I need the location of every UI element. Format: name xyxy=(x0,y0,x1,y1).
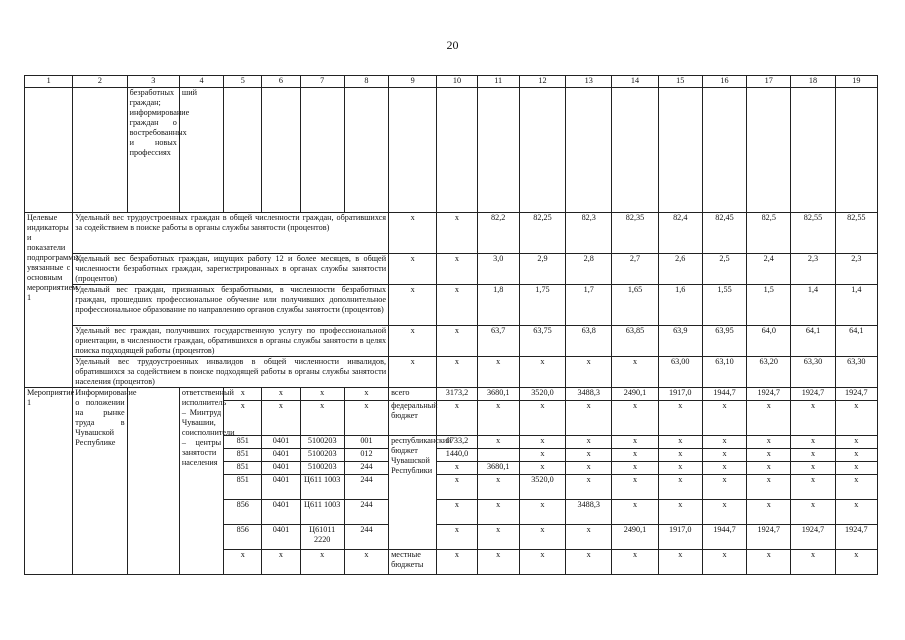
activity-value: x xyxy=(835,475,877,500)
column-number: 2 xyxy=(73,76,127,88)
activity-value: x xyxy=(566,449,612,462)
indicator-value: 82,3 xyxy=(566,213,612,254)
budget-code: 0401 xyxy=(262,449,300,462)
activity-value: x xyxy=(702,475,746,500)
funding-source: местные бюджеты xyxy=(389,550,437,575)
indicator-value: 82,55 xyxy=(835,213,877,254)
activity-value: x xyxy=(702,401,746,436)
column-number: 19 xyxy=(835,76,877,88)
indicator-text: Удельный вес безработных граждан, ищущих работу 12 и более месяцев, в общей численности безработных граждан, зарегистрированных в органах службы занятости (процентов) xyxy=(73,254,389,285)
activity-value: 1924,7 xyxy=(747,388,791,401)
budget-code: 5100203 xyxy=(300,436,344,449)
indicator-value: 63,8 xyxy=(566,326,612,357)
indicator-value: 63,00 xyxy=(658,357,702,388)
indicator-value: 1,5 xyxy=(747,285,791,326)
activity-text: безработных граждан; информирование граждан о востребованных и новых профессиях xyxy=(127,88,179,213)
indicator-value: 2,8 xyxy=(566,254,612,285)
indicator-row xyxy=(25,254,878,285)
table-cell xyxy=(224,88,262,213)
activity-value: x xyxy=(702,436,746,449)
activity-value: x xyxy=(658,449,702,462)
activity-value: x xyxy=(747,436,791,449)
column-number: 7 xyxy=(300,76,344,88)
indicator-value: 2,6 xyxy=(658,254,702,285)
activity-value: x xyxy=(835,500,877,525)
activity-value: x xyxy=(437,401,477,436)
activity-value: x xyxy=(519,401,565,436)
indicator-value: x xyxy=(437,285,477,326)
indicator-value: 63,7 xyxy=(477,326,519,357)
indicators-label: Целевые индикаторы и показатели подпрограммы, увязанные с основным мероприятием 1 xyxy=(25,213,73,388)
funding-source: республиканский бюджет Чувашской Республики xyxy=(389,436,437,550)
activity-value: x xyxy=(747,475,791,500)
table-cell xyxy=(25,88,73,213)
indicator-row xyxy=(25,213,878,254)
activity-value: 1924,7 xyxy=(791,525,835,550)
table-cell xyxy=(262,88,300,213)
indicator-value: 1,6 xyxy=(658,285,702,326)
activity-value: x xyxy=(519,462,565,475)
activity-value: x xyxy=(658,436,702,449)
activity-value: x xyxy=(658,500,702,525)
activity-value: x xyxy=(747,550,791,575)
activity-value: x xyxy=(658,462,702,475)
activity-value: x xyxy=(477,525,519,550)
indicator-value: 1,55 xyxy=(702,285,746,326)
activity-row xyxy=(25,388,878,401)
budget-code: x xyxy=(262,401,300,436)
budget-code: x xyxy=(262,388,300,401)
activity-value: x xyxy=(747,449,791,462)
activity-executor: ответственный исполнитель – Минтруд Чувашии, соисполнители – центры занятости населения xyxy=(179,388,223,575)
activity-value: x xyxy=(612,401,658,436)
activity-value: x xyxy=(612,449,658,462)
indicator-value: x xyxy=(389,254,437,285)
table-cell xyxy=(702,88,746,213)
page-number: 20 xyxy=(446,38,459,52)
activity-value: x xyxy=(791,449,835,462)
budget-code: 0401 xyxy=(262,525,300,550)
activity-value: x xyxy=(519,550,565,575)
indicator-value: 2,9 xyxy=(519,254,565,285)
column-number: 11 xyxy=(477,76,519,88)
budget-code: 244 xyxy=(344,462,388,475)
indicator-value: 1,75 xyxy=(519,285,565,326)
indicator-text: Удельный вес граждан, получивших государственную услугу по профессиональной ориентации, в численности граждан, обратившихся в органы службы занятости в целях поиска подходящей работы (процентов) xyxy=(73,326,389,357)
activity-value: x xyxy=(791,475,835,500)
activity-value: x xyxy=(566,462,612,475)
activity-value: 3488,3 xyxy=(566,388,612,401)
activity-value: x xyxy=(791,401,835,436)
indicator-value: 64,1 xyxy=(791,326,835,357)
activity-value: x xyxy=(519,525,565,550)
activity-value: x xyxy=(747,462,791,475)
column-number: 10 xyxy=(437,76,477,88)
budget-code: 001 xyxy=(344,436,388,449)
activity-value: x xyxy=(835,401,877,436)
indicator-value: 64,0 xyxy=(747,326,791,357)
table-cell xyxy=(566,88,612,213)
budget-code: x xyxy=(224,550,262,575)
budget-code: 244 xyxy=(344,525,388,550)
indicator-value: x xyxy=(437,357,477,388)
indicator-value: 63,30 xyxy=(791,357,835,388)
budget-code: x xyxy=(300,388,344,401)
activity-value: x xyxy=(612,475,658,500)
table-cell xyxy=(127,388,179,575)
continuation-row xyxy=(25,88,878,213)
indicator-value: 2,7 xyxy=(612,254,658,285)
header-row xyxy=(25,76,878,88)
activity-value: x xyxy=(477,436,519,449)
activity-value: x xyxy=(519,449,565,462)
activity-name: Информирование о положении на рынке труда в Чувашской Республике xyxy=(73,388,127,575)
budget-code: Ц61011 2220 xyxy=(300,525,344,550)
indicator-text: Удельный вес трудоустроенных инвалидов в общей численности инвалидов, обратившихся за содействием в поиске подходящей работы в органы службы занятости населения (процентов) xyxy=(73,357,389,388)
indicator-value: x xyxy=(389,326,437,357)
indicator-text: Удельный вес граждан, признанных безработными, в численности безработных граждан, прошедших профессиональное обучение или получивших дополнительное профессиональное образование по направлению органов службы занятости (процентов) xyxy=(73,285,389,326)
activity-value: 1924,7 xyxy=(791,388,835,401)
activity-value: x xyxy=(658,550,702,575)
indicator-value: x xyxy=(519,357,565,388)
activity-value: 1917,0 xyxy=(658,388,702,401)
budget-code: 856 xyxy=(224,525,262,550)
indicator-value: 64,1 xyxy=(835,326,877,357)
activity-value: x xyxy=(835,462,877,475)
activity-value: x xyxy=(477,475,519,500)
table-cell xyxy=(300,88,344,213)
indicator-value: 63,10 xyxy=(702,357,746,388)
activity-value: x xyxy=(612,500,658,525)
activity-value: x xyxy=(747,401,791,436)
activity-value: x xyxy=(437,500,477,525)
activity-value: x xyxy=(747,500,791,525)
column-number: 4 xyxy=(179,76,223,88)
activity-value: x xyxy=(566,475,612,500)
indicator-value: 63,85 xyxy=(612,326,658,357)
indicator-value: x xyxy=(437,254,477,285)
budget-code: x xyxy=(300,550,344,575)
column-number: 18 xyxy=(791,76,835,88)
indicator-value: 2,4 xyxy=(747,254,791,285)
budget-code: x xyxy=(344,550,388,575)
budget-code: x xyxy=(262,550,300,575)
budget-code: Ц611 1003 xyxy=(300,500,344,525)
activity-value: x xyxy=(835,550,877,575)
activity-value xyxy=(477,449,519,462)
column-number: 17 xyxy=(747,76,791,88)
indicator-value: x xyxy=(437,213,477,254)
activity-value: 1733,2 xyxy=(437,436,477,449)
indicator-value: 63,20 xyxy=(747,357,791,388)
table-cell xyxy=(477,88,519,213)
activity-value: x xyxy=(791,550,835,575)
column-number: 12 xyxy=(519,76,565,88)
indicator-value: 63,75 xyxy=(519,326,565,357)
indicator-value: x xyxy=(566,357,612,388)
indicator-value: 82,45 xyxy=(702,213,746,254)
budget-code: 851 xyxy=(224,475,262,500)
column-number: 9 xyxy=(389,76,437,88)
column-number: 3 xyxy=(127,76,179,88)
activity-value: 3520,0 xyxy=(519,475,565,500)
table-cell xyxy=(747,88,791,213)
column-number: 5 xyxy=(224,76,262,88)
indicator-value: x xyxy=(477,357,519,388)
activity-value: x xyxy=(437,550,477,575)
activity-value: x xyxy=(437,525,477,550)
activity-value: x xyxy=(791,500,835,525)
indicator-value: 82,2 xyxy=(477,213,519,254)
budget-code: x xyxy=(300,401,344,436)
budget-code: 856 xyxy=(224,500,262,525)
table-cell xyxy=(344,88,388,213)
indicator-row xyxy=(25,326,878,357)
budget-code: x xyxy=(344,388,388,401)
funding-source: федеральный бюджет xyxy=(389,401,437,436)
indicator-value: x xyxy=(389,213,437,254)
indicator-value: 2,3 xyxy=(835,254,877,285)
indicator-value: x xyxy=(389,357,437,388)
budget-code: 0401 xyxy=(262,462,300,475)
activity-value: x xyxy=(702,550,746,575)
budget-code: 0401 xyxy=(262,475,300,500)
activity-value: x xyxy=(566,525,612,550)
budget-code: x xyxy=(224,401,262,436)
activity-value: x xyxy=(702,449,746,462)
table-cell xyxy=(835,88,877,213)
activity-label: Мероприятие 1 xyxy=(25,388,73,575)
table-cell xyxy=(658,88,702,213)
indicator-value: x xyxy=(437,326,477,357)
activity-value: x xyxy=(477,500,519,525)
table-cell xyxy=(437,88,477,213)
funding-source: всего xyxy=(389,388,437,401)
indicator-value: 63,30 xyxy=(835,357,877,388)
indicator-value: 82,4 xyxy=(658,213,702,254)
activity-value: 1440,0 xyxy=(437,449,477,462)
column-number: 13 xyxy=(566,76,612,88)
indicator-value: 63,9 xyxy=(658,326,702,357)
indicator-value: 1,65 xyxy=(612,285,658,326)
indicator-value: 1,4 xyxy=(791,285,835,326)
column-number: 16 xyxy=(702,76,746,88)
activity-value: 3488,3 xyxy=(566,500,612,525)
activity-value: x xyxy=(566,436,612,449)
activity-value: x xyxy=(519,500,565,525)
activity-value: x xyxy=(477,401,519,436)
activity-value: 1917,0 xyxy=(658,525,702,550)
budget-code: 851 xyxy=(224,436,262,449)
activity-value: x xyxy=(477,550,519,575)
activity-value: 1944,7 xyxy=(702,525,746,550)
activity-value: x xyxy=(702,500,746,525)
activity-value: x xyxy=(658,475,702,500)
budget-code: 244 xyxy=(344,475,388,500)
budget-code: 5100203 xyxy=(300,449,344,462)
budget-code: x xyxy=(224,388,262,401)
indicator-value: 1,8 xyxy=(477,285,519,326)
table-cell xyxy=(389,88,437,213)
activity-value: x xyxy=(612,436,658,449)
activity-value: x xyxy=(791,462,835,475)
activity-value: x xyxy=(791,436,835,449)
table-cell xyxy=(612,88,658,213)
indicator-value: 1,4 xyxy=(835,285,877,326)
indicator-value: x xyxy=(389,285,437,326)
activity-value: 1924,7 xyxy=(835,525,877,550)
activity-value: 1924,7 xyxy=(747,525,791,550)
indicator-value: 63,95 xyxy=(702,326,746,357)
indicator-row xyxy=(25,285,878,326)
activity-value: 2490,1 xyxy=(612,388,658,401)
budget-code: 851 xyxy=(224,449,262,462)
activity-value: 3680,1 xyxy=(477,388,519,401)
activity-value: 1924,7 xyxy=(835,388,877,401)
indicator-value: 1,7 xyxy=(566,285,612,326)
activity-value: 3680,1 xyxy=(477,462,519,475)
activity-value: 3173,2 xyxy=(437,388,477,401)
table-cell xyxy=(519,88,565,213)
column-number: 1 xyxy=(25,76,73,88)
column-number: 14 xyxy=(612,76,658,88)
budget-code: 244 xyxy=(344,500,388,525)
indicator-value: 82,55 xyxy=(791,213,835,254)
activity-value: x xyxy=(437,475,477,500)
activity-value: x xyxy=(835,449,877,462)
activity-value: x xyxy=(612,462,658,475)
budget-code: 012 xyxy=(344,449,388,462)
activity-value: x xyxy=(566,401,612,436)
column-number: 15 xyxy=(658,76,702,88)
activity-value: x xyxy=(835,436,877,449)
activity-value: x xyxy=(566,550,612,575)
table-cell xyxy=(73,88,127,213)
budget-code: 0401 xyxy=(262,436,300,449)
activity-value: x xyxy=(519,436,565,449)
budget-code: 5100203 xyxy=(300,462,344,475)
indicator-row xyxy=(25,357,878,388)
activity-value: x xyxy=(437,462,477,475)
budget-code: 851 xyxy=(224,462,262,475)
activity-value: 1944,7 xyxy=(702,388,746,401)
indicator-value: x xyxy=(612,357,658,388)
program-table xyxy=(24,75,878,575)
table-cell xyxy=(791,88,835,213)
budget-code: Ц611 1003 xyxy=(300,475,344,500)
indicator-value: 3,0 xyxy=(477,254,519,285)
column-number: 8 xyxy=(344,76,388,88)
indicator-value: 82,5 xyxy=(747,213,791,254)
column-number: 6 xyxy=(262,76,300,88)
activity-value: x xyxy=(658,401,702,436)
activity-value: x xyxy=(612,550,658,575)
budget-code: x xyxy=(344,401,388,436)
budget-code: 0401 xyxy=(262,500,300,525)
indicator-value: 2,5 xyxy=(702,254,746,285)
indicator-text: Удельный вес трудоустроенных граждан в общей численности граждан, обратившихся за содействием в поиске работы в органы службы занятости (процентов) xyxy=(73,213,389,254)
activity-value: 2490,1 xyxy=(612,525,658,550)
activity-value: 3520,0 xyxy=(519,388,565,401)
indicator-value: 82,35 xyxy=(612,213,658,254)
indicator-value: 2,3 xyxy=(791,254,835,285)
indicator-value: 82,25 xyxy=(519,213,565,254)
executor-text: ший xyxy=(179,88,223,213)
activity-value: x xyxy=(702,462,746,475)
